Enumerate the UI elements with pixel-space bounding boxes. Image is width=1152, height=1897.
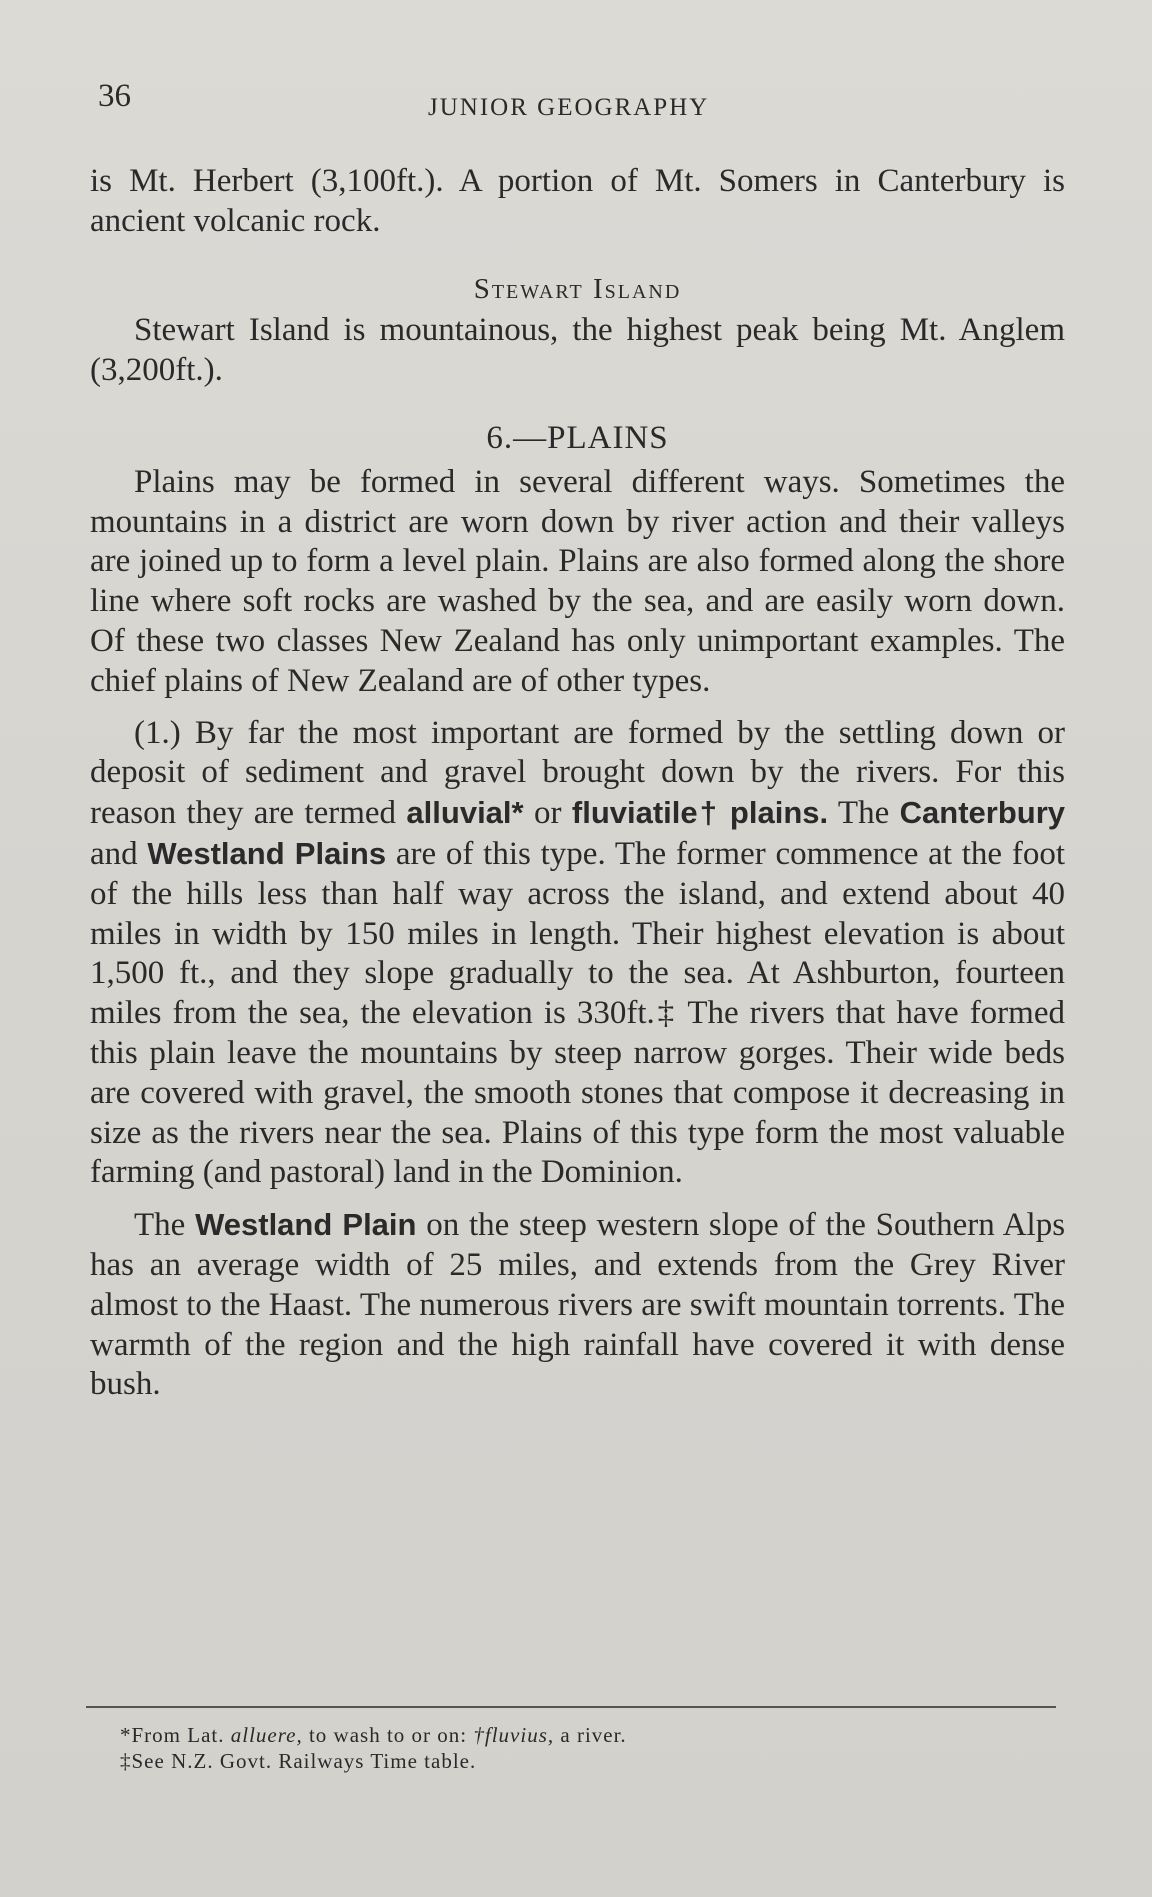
term-westland-plains: Westland Plains — [147, 835, 387, 871]
plains-paragraph-2: (1.) By far the most important are formed by the settling down or deposit of sediment and gravel brought down by the rivers. For this reason they are termed alluvial* or fluviatile† plains. The Canterbury and Westland Plains are of this type. The former commence at the foot of the hills less than half way across the island, and extend about 40 miles in width by 150 miles in length. Their highest elevation is about 1,500 ft., and they slope gradually to the sea. At Ashburton, fourteen miles from the sea, the elevation is 330ft.‡ The rivers that have formed this plain leave the mountains by steep narrow gorges. Their wide beds are covered with gravel, the smooth stones that compose it decreasing in size as the rivers near the sea. Plains of this type form the most valuable farming (and pastoral) land in the Dominion. — [90, 714, 1065, 1191]
running-head: JUNIOR GEOGRAPHY — [428, 94, 710, 121]
section-heading-plains: 6.—PLAINS — [486, 419, 669, 456]
footnote-1: *From Lat. alluere, to wash to or on: †fluvius, a river. — [120, 1723, 627, 1747]
page-header — [98, 78, 1054, 128]
stewart-paragraph: Stewart Island is mountainous, the highest peak being Mt. Anglem (3,200ft.). — [90, 312, 1065, 389]
intro-paragraph: is Mt. Herbert (3,100ft.). A portion of Mt. Somers in Canterbury is ancient volcanic rock. — [90, 163, 1065, 239]
footnote-2: ‡See N.Z. Govt. Railways Time table. — [120, 1749, 477, 1773]
plains-paragraph-1: Plains may be formed in several different ways. Sometimes the mountains in a district are worn down by river action and their valleys are joined up to form a level plain. Plains are also formed along the shore line where soft rocks are washed by the sea, and are easily worn down. Of these two classes New Zealand has only unimportant examples. The chief plains of New Zealand are of other types. — [90, 463, 1065, 699]
term-fluviatile-plains: fluviatile† plains. — [571, 795, 829, 831]
footnotes — [120, 1722, 1020, 1774]
section-heading-stewart-island: Stewart Island — [473, 272, 682, 305]
plains-paragraph-3: The Westland Plain on the steep western slope of the Southern Alps has an average width of 25 miles, and extends from the Grey River almost to the Haast. The numerous rivers are swift mountain torrents. The warmth of the region and the high rainfall have covered it with dense bush. — [90, 1207, 1066, 1403]
term-westland-plain: Westland Plain — [195, 1207, 417, 1243]
term-alluvial: alluvial* — [406, 795, 524, 831]
term-canterbury: Canterbury — [899, 795, 1065, 831]
page-body — [90, 162, 1065, 1405]
footnote-rule — [86, 1706, 1056, 1708]
page-number: 36 — [98, 78, 131, 114]
